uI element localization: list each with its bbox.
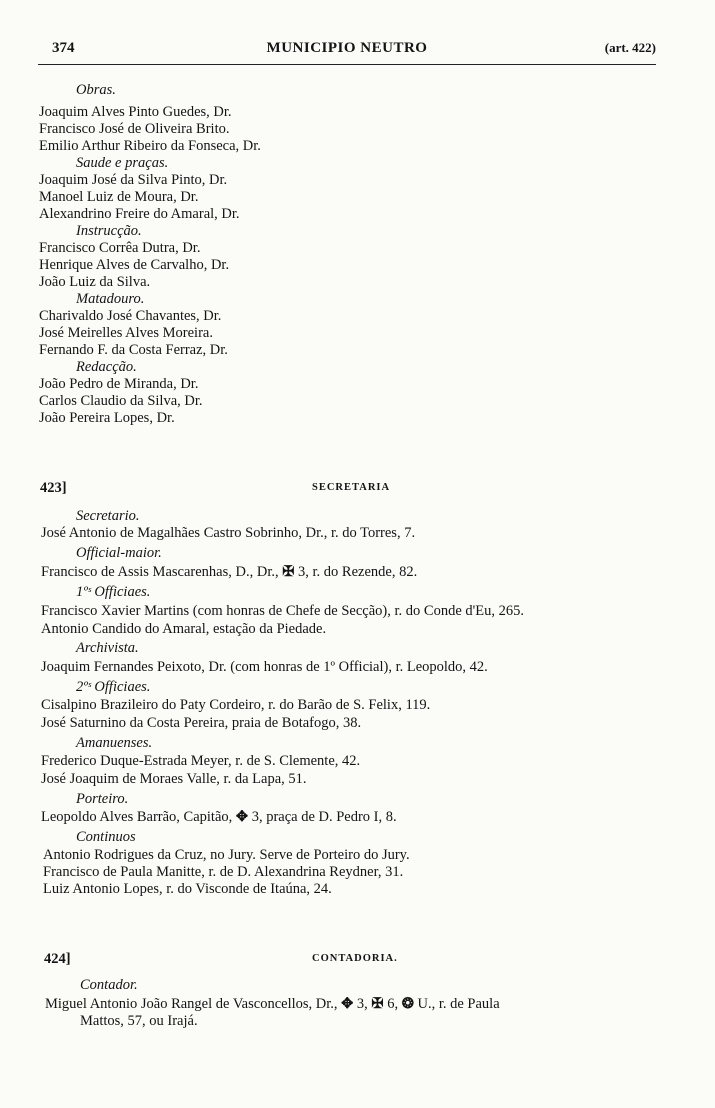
list-item: Joaquim Fernandes Peixoto, Dr. (com honras de 1º Official), r. Leopoldo, 42.	[41, 659, 488, 675]
cross-order-icon: ✠	[371, 996, 384, 1012]
article-reference: (art. 422)	[604, 40, 656, 55]
list-item: José Antonio de Magalhães Castro Sobrinho, Dr., r. do Torres, 7.	[41, 525, 416, 541]
list-item	[41, 564, 417, 581]
section-title-contadoria: CONTADORIA.	[312, 953, 398, 964]
subheading: 2ºˢ Officiaes.	[76, 679, 151, 695]
entry-text: 3, praça de D. Pedro I, 8.	[248, 809, 397, 825]
list-item: Francisco José de Oliveira Brito.	[39, 121, 230, 137]
subheading: Saude e praças.	[76, 155, 169, 171]
subheading: Official-maior.	[76, 545, 162, 561]
entry-text: Miguel Antonio João Rangel de Vasconcellos, Dr.,	[45, 996, 342, 1012]
header-rule	[38, 64, 656, 65]
list-item-continuation: Mattos, 57, ou Irajá.	[80, 1013, 198, 1029]
list-item: José Joaquim de Moraes Valle, r. da Lapa, 51.	[41, 771, 307, 787]
list-item: Carlos Claudio da Silva, Dr.	[39, 393, 203, 409]
list-item: João Pedro de Miranda, Dr.	[39, 376, 199, 392]
subheading: Continuos	[76, 829, 136, 845]
entry-text: Francisco de Assis Mascarenhas, D., Dr.,	[41, 564, 283, 580]
medal-icon: ❂	[401, 996, 414, 1012]
list-item: Luiz Antonio Lopes, r. do Visconde de Itaúna, 24.	[43, 881, 332, 897]
list-item: Alexandrino Freire do Amaral, Dr.	[39, 206, 240, 222]
entry-text: 3, r. do Rezende, 82.	[294, 564, 418, 580]
list-item: Cisalpino Brazileiro do Paty Cordeiro, r. do Barão de S. Felix, 119.	[41, 697, 431, 713]
section-title-secretaria: SECRETARIA	[312, 482, 391, 493]
list-item: José Saturnino da Costa Pereira, praia de Botafogo, 38.	[41, 715, 362, 731]
page-title: MUNICIPIO NEUTRO	[266, 40, 428, 56]
subheading: Redacção.	[76, 359, 137, 375]
entry-text: Leopoldo Alves Barrão, Capitão,	[41, 809, 236, 825]
subheading: Instrucção.	[76, 223, 142, 239]
section-number-424: 424]	[44, 951, 71, 967]
list-item: Antonio Candido do Amaral, estação da Piedade.	[41, 621, 327, 637]
subheading: Amanuenses.	[76, 735, 153, 751]
subheading: Matadouro.	[76, 291, 145, 307]
list-item: Emilio Arthur Ribeiro da Fonseca, Dr.	[39, 138, 261, 154]
section-number-423: 423]	[40, 480, 67, 496]
list-item: Francisco Xavier Martins (com honras de Chefe de Secção), r. do Conde d'Eu, 265.	[41, 603, 524, 619]
list-item	[45, 996, 500, 1013]
list-item: Frederico Duque-Estrada Meyer, r. de S. Clemente, 42.	[41, 753, 361, 769]
subheading: Obras.	[76, 82, 116, 98]
entry-text: 6,	[383, 996, 402, 1012]
list-item: Henrique Alves de Carvalho, Dr.	[39, 257, 230, 273]
list-item: José Meirelles Alves Moreira.	[39, 325, 213, 341]
list-item: Francisco de Paula Manitte, r. de D. Alexandrina Reydner, 31.	[43, 864, 404, 880]
list-item	[41, 809, 397, 826]
subheading: Archivista.	[76, 640, 139, 656]
order-rose-icon: ✥	[235, 809, 249, 825]
page-number: 374	[52, 40, 75, 56]
subheading: Porteiro.	[76, 791, 129, 807]
running-header	[38, 40, 656, 62]
list-item: Charivaldo José Chavantes, Dr.	[39, 308, 222, 324]
subheading: 1ºˢ Officiaes.	[76, 584, 151, 600]
list-item: João Luiz da Silva.	[39, 274, 151, 290]
subheading: Secretario.	[76, 508, 140, 524]
order-rose-icon: ✥	[341, 996, 354, 1012]
list-item: João Pereira Lopes, Dr.	[39, 410, 175, 426]
list-item: Antonio Rodrigues da Cruz, no Jury. Serve de Porteiro do Jury.	[43, 847, 410, 863]
list-item: Fernando F. da Costa Ferraz, Dr.	[39, 342, 228, 358]
list-item: Manoel Luiz de Moura, Dr.	[39, 189, 199, 205]
list-item: Joaquim José da Silva Pinto, Dr.	[39, 172, 228, 188]
list-item: Joaquim Alves Pinto Guedes, Dr.	[39, 104, 232, 120]
subheading: Contador.	[80, 977, 138, 993]
entry-text: U., r. de Paula	[413, 996, 500, 1012]
list-item: Francisco Corrêa Dutra, Dr.	[39, 240, 201, 256]
entry-text: 3,	[353, 996, 372, 1012]
cross-order-icon: ✠	[282, 564, 295, 580]
